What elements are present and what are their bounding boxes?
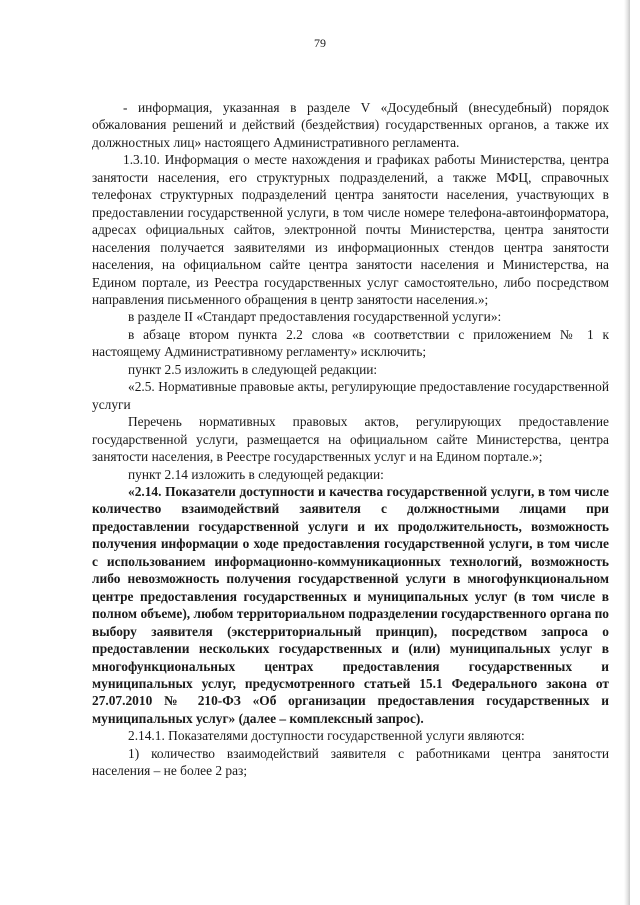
paragraph-appeal-info: - информация, указанная в разделе V «Досудебный (внесудебный) порядок обжалования решений и действий (бездействия) государственных органов, а также их должностных лиц» настоящего Административного регламента.: [92, 100, 609, 150]
paragraph-item-2-14-1: 2.14.1. Показателями доступности государственной услуги являются:: [128, 728, 525, 744]
paragraph-item-2-5-heading: «2.5. Нормативные правовые акты, регулирующие предоставление государственной услуги: [92, 379, 609, 412]
paragraph-item-2-2: в абзаце втором пункта 2.2 слова «в соответствии с приложением № 1 к настоящему Административному регламенту» исключить;: [92, 326, 609, 360]
paragraph-item-2-5-intro: пункт 2.5 изложить в следующей редакции:: [128, 361, 378, 377]
paragraph-item-2-14-intro: пункт 2.14 изложить в следующей редакции:: [128, 466, 384, 482]
paragraph-list-item-1: 1) количество взаимодействий заявителя с работниками центра занятости населения – не более 2 раз;: [92, 745, 609, 779]
paragraph-item-2-5-text: Перечень нормативных правовых актов, регулирующих предоставление государственной услуги, размещается на официальном сайте Министерства, центра занятости населения, в Реестре государственных услуг и на Едином портале.»;: [92, 414, 609, 465]
scan-edge-shadow: [624, 0, 630, 905]
paragraph-1-3-10: 1.3.10. Информация о месте нахождения и графиках работы Министерства, центра занятости населения, его структурных подразделений, а также МФЦ, справочных телефонах структурных подразделений центра занятости населения, участвующих в предоставлении государственной услуги, в том числе номере телефона-автоинформатора, адресах официальных сайтов, электронной почты Министерства, центра занятости населения получается заявителями из информационных стендов центра занятости населения, на официальном сайте центра занятости населения и Министерства, на Едином портале, из Реестра государственных услуг самостоятельно, либо посредством направления письменного обращения в центр занятости населения.»;: [92, 152, 609, 307]
paragraph-item-2-14-heading: «2.14. Показатели доступности и качества государственной услуги, в том числе количество взаимодействий заявителя с должностными лицами при предоставлении государственной услуги и их продолжительность, возможность получения информации о ходе предоставления государственной услуги, в том числе с использованием информационно-коммуникационных технологий, возможность либо невозможность получения государственной услуги в многофункциональном центре предоставления государственных и муниципальных услуг (в том числе в полном объеме), любом территориальном подразделении государственного органа по выбору заявителя (экстерриториальный принцип), посредством запроса о предоставлении нескольких государственных и (или) муниципальных услуг в многофункциональных центрах предоставления государственных и муниципальных услуг, предусмотренного статьей 15.1 Федерального закона от 27.07.2010 № 210-ФЗ «Об организации предоставления государственных и муниципальных услуг» (далее – комплексный запрос).: [92, 483, 609, 726]
paragraph-section-ii: в разделе II «Стандарт предоставления государственной услуги»:: [128, 309, 502, 325]
document-body: [92, 99, 609, 780]
page-number: 79: [314, 36, 326, 50]
